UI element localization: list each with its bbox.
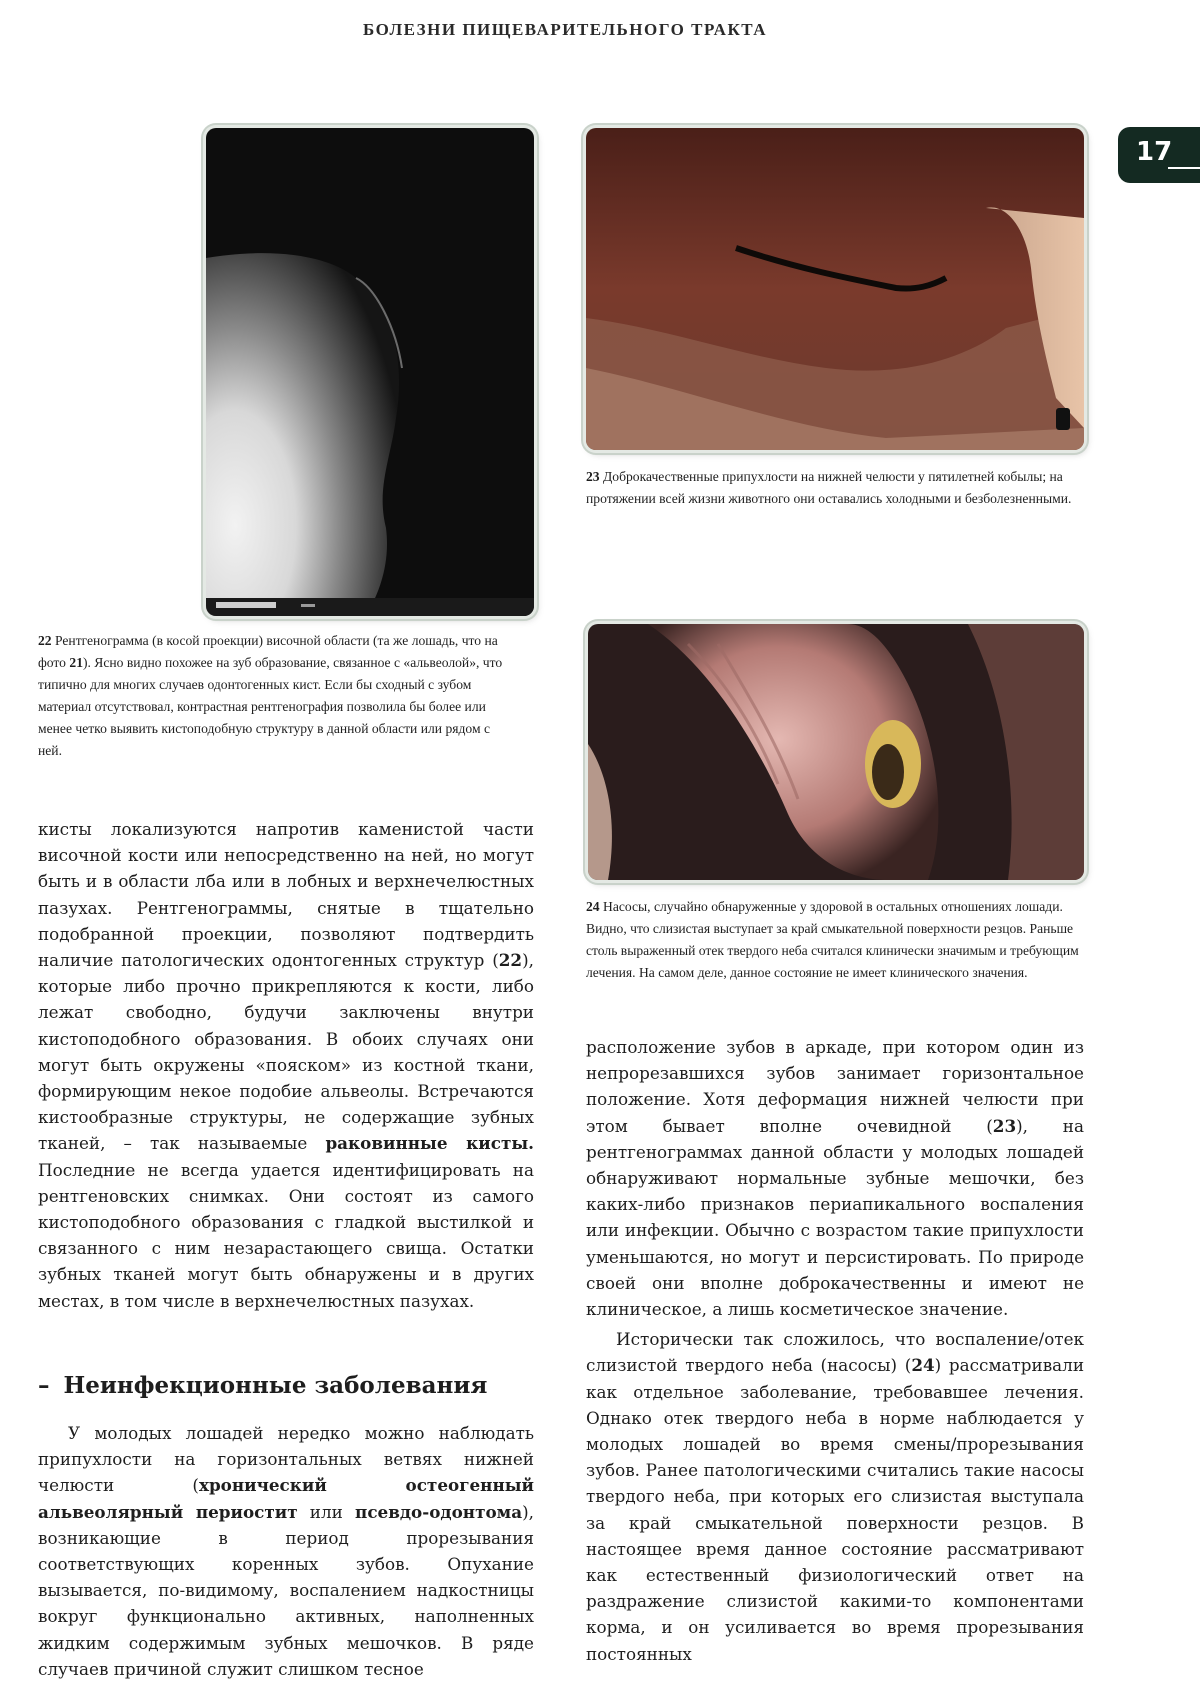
right-column-text (586, 1034, 1084, 1667)
running-title: БОЛЕЗНИ ПИЩЕВАРИТЕЛЬНОГО ТРАКТА (362, 20, 768, 39)
figure-22-caption-ref: 21 (69, 655, 83, 670)
figure-22-caption-text-b: ). Ясно видно похожее на зуб образование, связанное с «альвеолой», что типично для многих случаев одонтогенных кист. Если бы сходный с зубом материал отсутствовал, контрастная рентгенография позволила бы более или менее четко выявить кистоподобную структуру в данной области или рядом с ней. (38, 655, 503, 758)
figure-22-caption-text-a: Рентгенограмма (в косой проекции) височной области (та же лошадь, что на фото (38, 633, 498, 670)
left-p2-text-mid: или (297, 1501, 356, 1522)
section-heading-text: Неинфекционные заболевания (63, 1372, 488, 1399)
right-p2-text-a: Исторически так сложилось, что воспаление/отек слизистой твердого неба (насосы) ( (586, 1329, 1084, 1376)
figure-24-caption-text: Насосы, случайно обнаруженные у здоровой в остальных отношениях лошади. Видно, что слизистая выступает за край смыкательной поверхности резцов. Раньше столь выраженный отек твердого неба считался клинически значимым и требующим лечения. На самом деле, данное состояние не имеет клинического значения. (586, 899, 1079, 980)
left-p1-text-c: Последние не всегда удается идентифицировать на рентгеновских снимках. Они состоят из самого кистоподобного образования с гладкой выстилкой и связанного с ним незарастающего свища. Остатки зубных тканей могут быть обнаружены и в других местах, в том числе в верхнечелюстных пазухах. (38, 1159, 534, 1311)
page-number-underline (1168, 167, 1200, 169)
figure-23-number: 23 (586, 469, 600, 484)
figure-24-number: 24 (586, 899, 600, 914)
page-number: 17 (1136, 137, 1173, 167)
figure-22-caption (38, 630, 516, 762)
right-p1-text-a: расположение зубов в аркаде, при котором один из непрорезавшихся зубов занимает горизонтальное положение. Хотя деформация нижней челюсти при этом бывает вполне очевидной ( (586, 1037, 1084, 1136)
figure-22-radiograph (206, 128, 534, 616)
radiograph-image (206, 128, 534, 616)
left-p2-term-1: хронический остеогенный альвеолярный периостит (38, 1475, 534, 1522)
left-column-paragraph-1 (38, 816, 534, 1314)
left-p2-text-b: ), возникающие в период прорезывания соответствующих коренных зубов. Опухание вызывается, по-видимому, воспалением надкостницы вокруг функционально активных, наполненных жидким содержимым зубных мешочков. В ряде случаев причиной служит слишком тесное (38, 1501, 534, 1679)
section-dash: – (38, 1372, 50, 1399)
palate-photo-image (588, 624, 1084, 880)
left-p1-ref: 22 (498, 950, 523, 971)
left-p1-text-a: кисты локализуются напротив каменистой части височной кости или непосредственно на ней, но могут быть и в области лба или в лобных и верхнечелюстных пазухах. Рентгенограммы, снятые в тщательно подобранной проекции, позволяют подтвердить наличие патологических одонтогенных структур ( (38, 819, 534, 971)
left-p2-text-a: У молодых лошадей нередко можно наблюдать припухлости на горизонтальных ветвях нижней челюсти ( (38, 1423, 534, 1496)
right-p1-ref: 23 (992, 1115, 1017, 1136)
right-p2-ref: 24 (911, 1355, 935, 1376)
jaw-photo-image (586, 128, 1084, 450)
right-p1-text-b: ), на рентгенограммах данной области у молодых лошадей обнаруживают нормальные зубные мешочки, без каких-либо признаков периапикального воспаления или инфекции. Обычно с возрастом такие припухлости уменьшаются, но могут и персистировать. По природе своей они вполне доброкачественны и имеют не клиническое, а лишь косметическое значение. (586, 1115, 1084, 1320)
left-p2-term-2: псевдо-одонтома (355, 1501, 523, 1522)
figure-23-photo (586, 128, 1084, 450)
figure-23-caption (586, 466, 1086, 510)
right-p2-text-b: ) рассматривали как отдельное заболевание, требовавшее лечения. Однако отек твердого неба в норме наблюдается у молодых лошадей во время смены/прорезывания зубов. Ранее патологическими считались такие насосы твердого неба, при которых его слизистая выступала за край смыкательной поверхности резцов. В настоящее время данное состояние рассматривают как естественный физиологический ответ на раздражение слизистой какими-то компонентами корма, и он усиливается во время прорезывания постоянных (586, 1355, 1085, 1664)
figure-23-caption-text: Доброкачественные припухлости на нижней челюсти у пятилетней кобылы; на протяжении всей жизни животного они оставались холодными и безболезненными. (586, 469, 1072, 506)
left-p1-text-b: ), которые либо прочно прикрепляются к кости, либо лежат свободно, будучи заключены внутри кистоподобного образования. В обоих случаях они могут быть окружены «пояском» из костной ткани, формирующим некое подобие альвеолы. Встречаются кистообразные структуры, не содержащие зубных тканей, – так называемые (38, 950, 534, 1154)
left-column-paragraph-2 (38, 1420, 534, 1682)
figure-24-photo (588, 624, 1084, 880)
figure-22-number: 22 (38, 633, 52, 648)
section-heading (38, 1372, 487, 1399)
left-p1-term: раковинные кисты. (325, 1133, 535, 1154)
page-number-tab (1118, 127, 1200, 183)
figure-24-caption (586, 896, 1086, 984)
